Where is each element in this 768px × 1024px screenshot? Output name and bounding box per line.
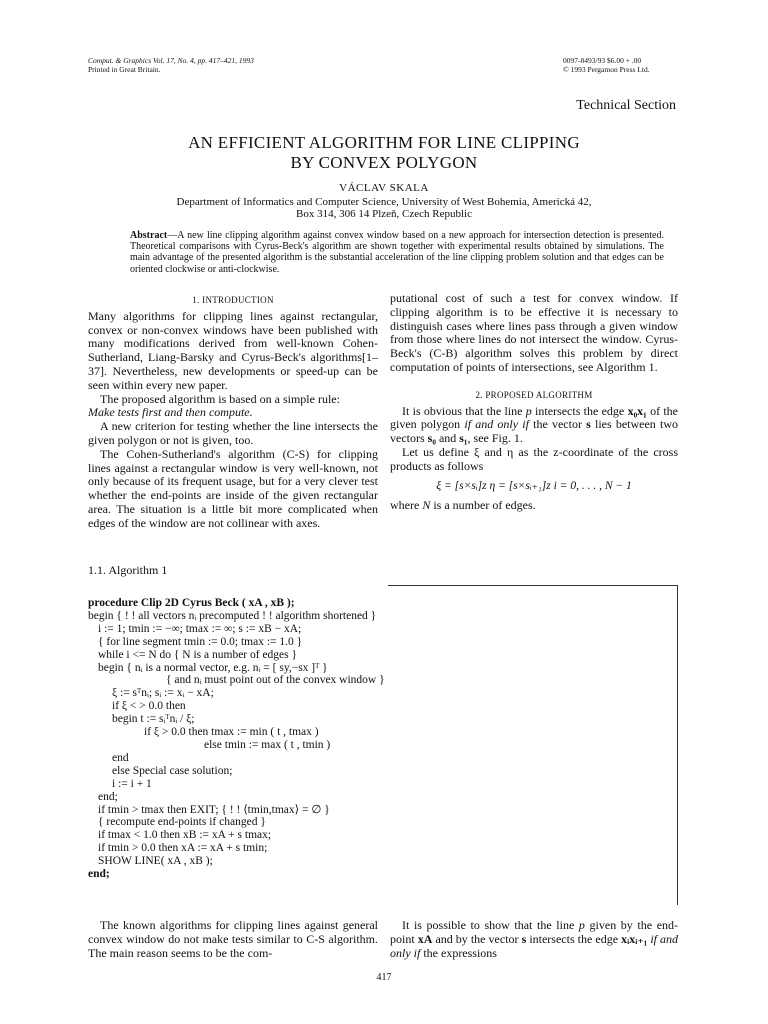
algo-line: { recompute end-points if changed } [98,816,266,829]
right-column [390,292,678,513]
algo-line: ξ := sᵀnᵢ; sᵢ := xᵢ − xA; [112,687,214,700]
algo-line: end; [98,790,118,803]
proposed-paragraph-1 [390,405,678,446]
var-xA: xA [417,932,433,946]
journal-citation: Comput. & Graphics Vol. 17, No. 4, pp. 417–421, 1993 [88,56,254,65]
algo-line: while i <= N do { N is a number of edges } [98,648,298,661]
var-s: s [586,417,591,432]
iff-text: if and only if [464,417,529,432]
affiliation-line-1: Department of Informatics and Computer Science, University of West Bohemia, Americká 42, [176,196,592,208]
text-span: The known algorithms for clipping lines against general convex window do not make tests similar to C-S algorithm. The main reason seems to be the com- [88,918,378,960]
affiliation-line-2: Box 314, 306 14 Plzeň, Czech Republic [296,208,472,220]
bottom-right-paragraph [390,918,678,960]
introduction-section [88,294,378,531]
algorithm-heading: 1.1. Algorithm 1 [88,563,168,577]
paper-title [88,133,680,173]
var-p: p [525,403,532,418]
page-number: 417 [376,972,392,983]
algo-line: begin { ! ! all vectors nᵢ precomputed ! ! algorithm shortened } [88,609,377,622]
var-s0: s₀ [427,431,436,446]
text-span: is a number of edges. [433,498,536,513]
author: VÁCLAV SKALA [339,182,429,194]
text-span: intersects the edge [535,403,625,418]
algo-line: i := i + 1 [112,777,152,790]
introduction-heading: 1. INTRODUCTION [192,295,274,305]
text-span: the expressions [423,946,497,960]
var-N: N [422,498,431,513]
algo-line: i := 1; tmin := −∞; tmax := ∞; s := xB − xA; [98,622,302,635]
affiliation [88,196,680,220]
proposed-heading: 2. PROPOSED ALGORITHM [475,389,593,400]
proposed-paragraph-2: Let us define ξ and η as the z-coordinate of the cross products as follows [390,444,678,473]
var-edge: xᵢxᵢ₊₁ [621,932,648,946]
algo-line: { and nᵢ must point out of the convex window } [166,674,385,687]
algo-line: { for line segment tmin := 0.0; tmax := 1.0 } [98,635,303,648]
text-span: It is possible to show that the line [402,918,575,932]
text-span: and [438,431,457,446]
algo-line: else Special case solution; [112,764,233,777]
section-label: Technical Section [576,98,676,113]
algorithm-box-right-border [677,585,678,905]
abstract-text: —A new line clipping algorithm against convex window based on a new approach for intersection detection is presented. Theoretical comparisons with Cyrus-Beck's algorithm are shown together with experimental results obtained by simulations. The main advantage of the presented algorithm is the substantial acceleration of the line clipping problem solution and that edges can be oriented clockwise or anti-clockwise. [130,230,664,275]
text-span: where [390,498,420,513]
algorithm-listing [88,597,673,881]
algo-line: if ξ > 0.0 then tmax := min ( t , tmax ) [144,726,319,739]
algo-line: end; [88,868,110,881]
text-span: and by the vector [435,932,519,946]
text-span: intersects the edge [529,932,619,946]
algorithm-box-top-border [388,585,678,586]
abstract-label: Abstract [130,230,168,241]
text-span: It is obvious that the line [402,403,523,418]
algo-line: if ξ < > 0.0 then [112,700,186,713]
text-span: lies between two vectors [390,417,678,446]
iff-text: if and only if [390,932,679,960]
algo-line: else tmin := max ( t , tmin ) [204,738,331,751]
algo-line: begin t := sᵢᵀnᵢ / ξ; [112,713,195,726]
cross-product-equation: ξ = [s×sᵢ]z η = [s×sᵢ₊₁]z i = 0, . . . , N − 1 [436,479,632,492]
printed-in: Printed in Great Britain. [88,65,161,74]
algo-line: begin { nᵢ is a normal vector, e.g. nᵢ = [ sy,−sx ]ᵀ } [98,661,328,674]
var-s1: s₁ [459,431,468,446]
title-line-1: AN EFFICIENT ALGORITHM FOR LINE CLIPPING [188,133,580,152]
intro-paragraph-4: The Cohen-Sutherland's algorithm (C-S) for clipping lines against a rectangular window is very well-known, not only because of its frequent usage, but for a very clever test whether the end-points are inside of the given rectangular area. The situation is a little bit more complicated when edges of the window are not collinear with axes. [88,446,378,530]
intro-rule-text: Make tests first and then compute. [88,405,253,420]
intro-rule [88,406,378,420]
algo-line: if tmax < 1.0 then xB := xA + s tmax; [98,829,272,842]
algo-line: if tmin > 0.0 then xA := xA + s tmin; [98,842,268,855]
publisher-header [563,56,703,74]
journal-header [88,56,388,74]
article-code: 0097-8493/93 $6.00 + .00 [563,56,642,65]
copyright: © 1993 Pergamon Press Ltd. [563,65,650,74]
text-span: of the given polygon [390,403,679,432]
intro-paragraph-1: Many algorithms for clipping lines against rectangular, convex or non-convex windows have been published with many modifications derived from well-known Cohen-Sutherland, Liang-Barsky and Cyrus-Beck's algorithms[1–37]. Nevertheless, new developments or speed-up can be seen within every new paper. [88,308,378,392]
var-p: p [578,918,585,932]
text-span: , see Fig. 1. [467,431,523,446]
text-span: the vector [533,417,582,432]
algo-line: end [112,751,129,764]
text-span: given by the end-point [390,918,679,946]
var-edge: x₀x₁ [627,403,647,418]
intro-paragraph-3: A new criterion for testing whether the line intersects the given polygon or not is given, too. [88,419,378,447]
algo-line: procedure Clip 2D Cyrus Beck ( xA , xB ); [88,597,295,609]
bottom-left-paragraph [88,918,378,960]
intro-paragraph-2: The proposed algorithm is based on a simple rule: [100,391,340,406]
algo-line: SHOW LINE( xA , xB ); [98,855,213,868]
proposed-paragraph-3 [390,499,678,513]
title-line-2: BY CONVEX POLYGON [290,153,478,172]
abstract [130,230,664,275]
algo-line: if tmin > tmax then EXIT; { ! ! ⟨tmin,tmax⟩ = ∅ } [98,803,330,816]
var-s: s [521,932,527,946]
right-paragraph-1: putational cost of such a test for convex window. If clipping algorithm is to be effective it is necessary to distinguish cases where lines pass through a given window from those where lines do not intersect the window. Cyrus-Beck's (C-B) algorithm solves this problem by direct computation of points of intersections, see Algorithm 1. [390,291,678,374]
